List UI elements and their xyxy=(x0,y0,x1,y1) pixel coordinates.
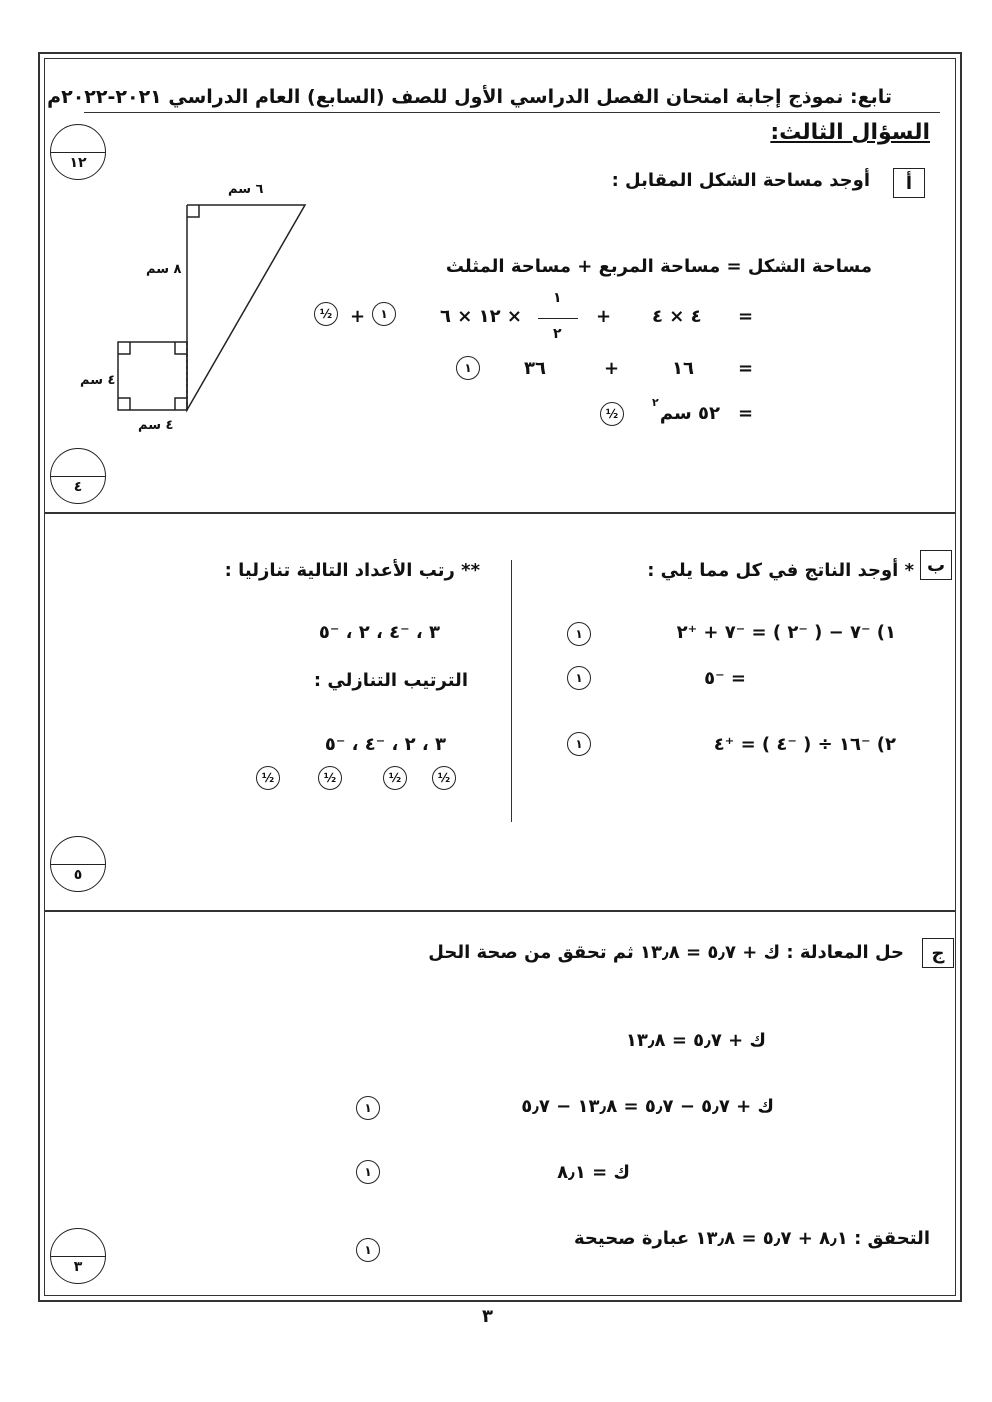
total-score: ١٢ xyxy=(69,155,87,171)
equation-step-2: ك + ٥٫٧ − ٥٫٧ = ١٣٫٨ − ٥٫٧ xyxy=(521,1096,774,1117)
column-divider xyxy=(511,560,512,822)
plus-1: + xyxy=(596,306,612,327)
section-divider xyxy=(44,910,956,912)
square-outline xyxy=(118,342,187,410)
fraction-denominator: ٢ xyxy=(553,326,562,342)
order-label: الترتيب التنازلي : xyxy=(313,670,468,691)
area-formula: مساحة الشكل = مساحة المربع + مساحة المثلث xyxy=(445,256,872,277)
order-prompt: ** رتب الأعداد التالية تنازليا : xyxy=(224,560,480,581)
page-number: ٣ xyxy=(482,1306,493,1327)
mark-circle-half: ½ xyxy=(600,402,624,426)
part-c-score-circle xyxy=(50,1228,106,1284)
part-a-prompt: أوجد مساحة الشكل المقابل : xyxy=(611,170,870,191)
part-b-label: ب xyxy=(920,550,952,580)
mark-circle: ١ xyxy=(567,622,591,646)
area-result: ٥٢ سم xyxy=(659,403,720,424)
label-4cm-bottom: ٤ سم xyxy=(138,418,174,433)
label-4cm-side: ٤ سم xyxy=(80,373,116,388)
square-area-expr: ٤ × ٤ xyxy=(652,306,702,327)
mark-circle: ١ xyxy=(567,666,591,690)
eq-sign-2: = xyxy=(738,358,754,379)
eq-sign-3: = xyxy=(738,403,754,424)
equation-step-1: ك + ٥٫٧ = ١٣٫٨ xyxy=(625,1030,766,1051)
mark-circle-half: ½ xyxy=(383,766,407,790)
part-c-label: ج xyxy=(922,938,954,968)
squared-superscript: ٢ xyxy=(652,396,659,409)
total-score-circle xyxy=(50,124,106,180)
fraction-bar xyxy=(538,318,578,319)
marks-plus: + xyxy=(350,306,366,327)
part-c-score: ٣ xyxy=(73,1259,83,1275)
numbers-list: ٣ ، ⁻٤ ، ٢ ، ⁻٥ xyxy=(318,622,440,643)
area-figure xyxy=(80,180,320,440)
question-2: ٢) ⁻١٦ ÷ ( ⁻٤ ) = ⁺٤ xyxy=(713,734,896,755)
mark-circle-half: ½ xyxy=(314,302,338,326)
value-36: ٣٦ xyxy=(524,358,546,379)
fraction-numerator: ١ xyxy=(553,290,562,306)
question-1-result: = ⁻٥ xyxy=(704,668,746,689)
part-b-score: ٥ xyxy=(73,867,83,883)
verification: التحقق : ٨٫١ + ٥٫٧ = ١٣٫٨ عبارة صحيحة xyxy=(573,1228,930,1249)
label-6cm: ٦ سم xyxy=(228,182,264,197)
mark-circle: ١ xyxy=(356,1160,380,1184)
equation-step-3: ك = ٨٫١ xyxy=(557,1162,630,1183)
question-title: السؤال الثالث: xyxy=(770,120,930,145)
mark-circle-half: ½ xyxy=(318,766,342,790)
page-header: تابع: نموذج إجابة امتحان الفصل الدراسي الأول للصف (السابع) العام الدراسي ٢٠٢١-٢٠٢٢م xyxy=(47,86,892,108)
eq-sign-1: = xyxy=(738,306,754,327)
mark-circle: ١ xyxy=(356,1096,380,1120)
part-a-label: أ xyxy=(893,168,925,198)
triangle-area-expr: × ١٢ × ٦ xyxy=(440,306,522,327)
section-divider xyxy=(44,512,956,514)
mark-circle: ١ xyxy=(456,356,480,380)
part-a-score-circle xyxy=(50,448,106,504)
part-c-prompt: حل المعادلة : ك + ٥٫٧ = ١٣٫٨ ثم تحقق من صحة الحل xyxy=(428,942,904,963)
value-16: ١٦ xyxy=(672,358,694,379)
question-1: ١) ⁻٧ − ( ⁻٢ ) = ⁻٧ + ⁺٢ xyxy=(676,622,896,643)
mark-circle: ١ xyxy=(372,302,396,326)
ordered-list: ٣ ، ٢ ، ⁻٤ ، ⁻٥ xyxy=(324,734,446,755)
plus-2: + xyxy=(604,358,620,379)
header-underline xyxy=(84,112,940,113)
part-a-score: ٤ xyxy=(73,479,83,495)
mark-circle: ١ xyxy=(356,1238,380,1262)
part-b-prompt: * أوجد الناتج في كل مما يلي : xyxy=(647,560,914,581)
part-b-score-circle xyxy=(50,836,106,892)
mark-circle-half: ½ xyxy=(256,766,280,790)
mark-circle-half: ½ xyxy=(432,766,456,790)
right-trapezoid-outline xyxy=(187,205,305,410)
label-8cm: ٨ سم xyxy=(146,262,182,277)
mark-circle: ١ xyxy=(567,732,591,756)
